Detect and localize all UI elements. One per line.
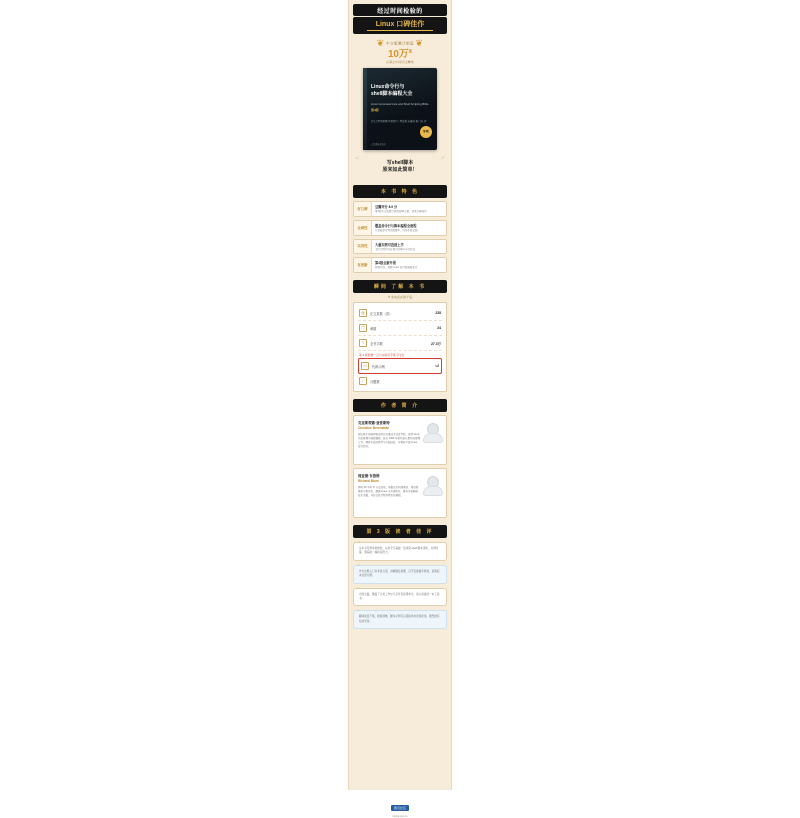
footer-logo-text: 图灵社区 (391, 805, 409, 811)
feature-key: 实用性 (354, 240, 372, 254)
hero-quote (353, 156, 447, 178)
header-line1: 经过时间检验的 (353, 4, 447, 16)
footer-logo (385, 796, 415, 818)
stat-label: 正文页数（页） (370, 311, 393, 316)
quote-mark-icon: “ (357, 540, 361, 548)
feature-row (353, 220, 447, 236)
feature-row (353, 201, 447, 217)
stat-row (358, 321, 442, 336)
author-section-title: 作 者 简 介 (353, 399, 447, 412)
stat-row (358, 336, 442, 351)
sales-label-text: 中文版累计销量 (386, 41, 414, 46)
avatar-body (423, 433, 443, 443)
author-card (353, 415, 447, 465)
quote-mark-left: “ (355, 155, 359, 165)
stat-value: 228 (435, 311, 441, 315)
review-card (353, 562, 447, 584)
exercise-icon: ✓ (359, 377, 367, 385)
review-card (353, 585, 447, 607)
stat-value: 27.3万 (431, 341, 441, 346)
feature-value (372, 202, 446, 216)
feature-title: 第4版全新升级 (375, 261, 396, 266)
book-edition-stamp: 第4版 (420, 126, 432, 138)
words-icon: ✎ (359, 339, 367, 347)
book-spine (363, 68, 367, 150)
feature-value (372, 221, 446, 235)
sales-label (353, 38, 447, 49)
feature-key: 全面性 (354, 221, 372, 235)
book-authors: [美] 克里斯蒂娜·登普斯特 / 理查德·布鲁姆 著 门佳 译 (371, 120, 427, 123)
feature-title: 豆瓣评分 8.9 分 (375, 205, 398, 209)
header-underline (367, 30, 433, 31)
sales-note: (以事业为本的专业精神) (386, 61, 414, 64)
sales-badge (353, 38, 447, 64)
quote-line1: 写shell脚本 (386, 160, 414, 166)
code-icon: <> (362, 364, 368, 368)
stat-label: 代码示例 (372, 364, 385, 369)
feature-title: 覆盖命令行与脚本编程全流程 (375, 223, 417, 228)
feature-desc: 书中示例均可在真实环境中运行验证 (375, 247, 416, 251)
laurel-left-icon: ❦ (376, 38, 385, 48)
author-bio: 拥有 20 多年 IT 从业经验，曾担任系统管理员、网络管理员与程序员，精通 Linux 与开源软件，著有多部畅销技术书籍，并在社区学院讲授在线课程。 (358, 486, 419, 498)
feature-row (353, 239, 447, 255)
stat-label: 习题数 (370, 379, 380, 384)
header-line2-text: Linux 口碑佳作 (375, 21, 425, 28)
footer-caption: ituring.com.cn (392, 815, 408, 818)
laurel-right-icon: ❦ (415, 38, 424, 48)
feature-value (372, 258, 446, 272)
stat-value: ≈2 (435, 364, 439, 368)
author-name: 理查德·布鲁姆 (358, 474, 380, 478)
stat-label: 全书字数 (370, 341, 383, 346)
review-card (353, 542, 447, 561)
features-section-title: 本 书 特 色 (353, 185, 447, 198)
author-name: 克里斯蒂娜·登普斯特 (358, 421, 390, 425)
book-title-line2: shell脚本编程大全 (371, 90, 413, 97)
quote-mark-right: ” (441, 155, 445, 165)
pages-icon: ▤ (359, 309, 367, 317)
sales-number: 10万 (388, 49, 409, 60)
book-cover (363, 68, 437, 150)
quote-mark-icon: “ (357, 608, 361, 617)
product-detail-sheet (348, 0, 452, 790)
avatar (422, 422, 442, 442)
book-publisher: 人民邮电出版社 (371, 144, 387, 146)
book-subtitle: Linux Command Line and Shell Scripting Bible (371, 102, 429, 106)
avatar (422, 475, 442, 495)
author-bio: 现任教于美国印第安纳州艾维技术社区学院，讲授 Linux 系统管理与编程课程。她从 1990 年起开始从事系统管理工作，拥有丰富的教学与实践经验，并著有多部 Linux 技术图书。 (358, 433, 420, 449)
feature-desc: 新增内容，紧跟 Linux 发行版最新变化 (375, 266, 418, 270)
stats-card (353, 302, 447, 392)
quote-mark-icon: “ (357, 562, 361, 571)
feature-key: 有更新 (354, 258, 372, 272)
book-title (371, 84, 431, 98)
avatar-body (423, 486, 443, 496)
quote-mark-icon: “ (357, 585, 361, 594)
chapter-icon: ❐ (359, 324, 367, 332)
stat-value: 24 (437, 326, 441, 330)
stats-section-subtitle: ✎ 实实在在的干货 (387, 295, 413, 299)
sales-number-row (353, 49, 447, 60)
reviews-section-title: 第 3 版 读 者 佳 评 (353, 525, 447, 538)
feature-key: 好口碑 (354, 202, 372, 216)
feature-desc: 第3版中文版累计销量超10万册，读者口碑佳作 (375, 210, 427, 213)
stat-row (358, 306, 442, 321)
review-text: 这本书写得非常细致，从命令行基础一直讲到 shell 脚本进阶，实例丰富，照着敲一遍收获很大。 (359, 547, 439, 555)
review-text: 翻译质量不错，排版清晰，脚本示例可以直接拿来改造使用，强烈推荐给初学者。 (359, 615, 440, 623)
header-line2 (353, 17, 447, 34)
quote-line2: 原来如此简单！ (382, 167, 418, 173)
feature-desc: 从基础命令到高级脚本，内容系统全面 (375, 228, 418, 232)
feature-title: 大量实例可直接上手 (375, 242, 404, 247)
review-text: 作为运维入门书非常合适，讲解通俗易懂，章节安排循序渐进，查阅起来也很方便。 (359, 569, 440, 578)
stats-highlight-note: 第 4 版新增一章与实验动手练习内容 (359, 353, 405, 357)
review-card (353, 610, 447, 629)
sales-unit: 册 (408, 49, 412, 54)
feature-value (372, 240, 446, 254)
author-name-en: Richard Blum (358, 479, 379, 483)
stat-label: 章数 (370, 326, 377, 331)
author-name-en: Christine Bresnahan (358, 426, 390, 430)
stat-row (358, 374, 442, 388)
feature-row (353, 257, 447, 273)
book-title-line1: Linux命令行与 (371, 84, 405, 90)
stat-row-highlight (358, 358, 442, 374)
author-card (353, 468, 447, 518)
review-text: 内容全面，覆盖了日常工作中几乎所有常用命令，案头常备的一本工具书。 (359, 592, 440, 601)
book-edition: 第4版 (371, 108, 379, 112)
stats-section-title: 瞬间 了解 本 书 (353, 280, 447, 293)
